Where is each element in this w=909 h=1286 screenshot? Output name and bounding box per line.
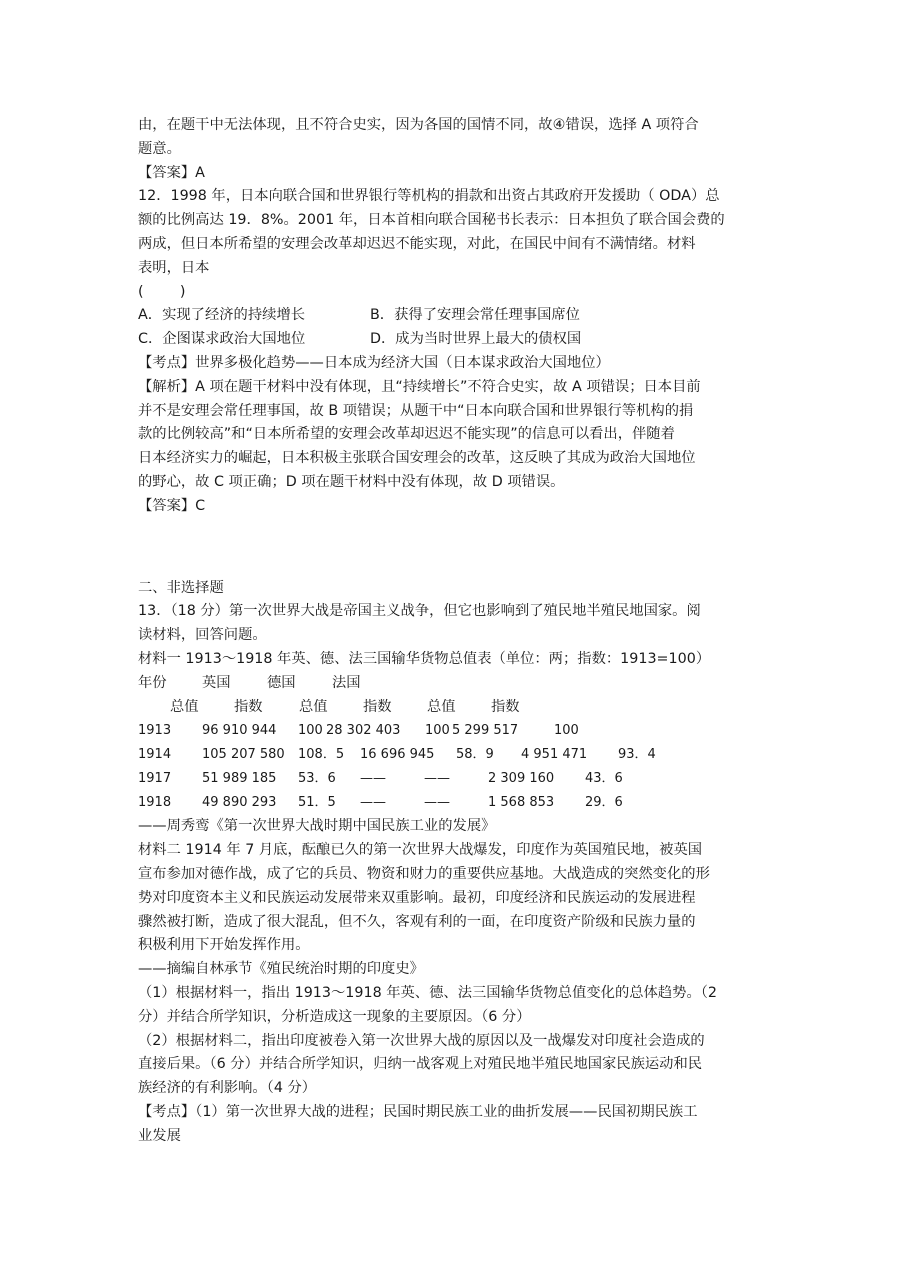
q12-jiexi-line-3: 款的比例较高”和“日本所希望的安理会改革却迟迟不能实现”的信息可以看出，伴随着 — [138, 426, 675, 443]
cell-year: 1918 — [138, 795, 172, 811]
sub-question-2-line-3: 族经济的有利影响。（4 分） — [138, 1080, 317, 1097]
sub-total: 总值 — [427, 698, 456, 715]
cell-uk-index: 108．5 — [298, 747, 345, 763]
q11-answer: 【答案】A — [138, 164, 205, 181]
table-row — [138, 791, 774, 815]
cell-fr-total: 5 299 517 — [452, 723, 519, 739]
cell-de-index: 58．9 — [456, 747, 494, 763]
cell-fr-total: 1 568 853 — [488, 795, 555, 811]
cell-uk-total: 49 890 293 — [202, 795, 277, 811]
q12-option-a: A．实现了经济的持续增长 — [138, 307, 306, 324]
cell-de-total: —— — [360, 771, 386, 787]
sub-question-1-line-1: （1）根据材料一，指出 1913～1918 年英、德、法三国输华货物总值变化的总体趋势。（2 — [138, 984, 717, 1001]
header-uk: 英国 — [202, 674, 231, 691]
sub-total: 总值 — [299, 698, 328, 715]
header-germany: 德国 — [267, 674, 296, 691]
cell-de-index: —— — [424, 771, 450, 787]
table-row — [138, 767, 774, 791]
q12-stem-line-1: 12．1998 年，日本向联合国和世界银行等机构的捐款和出资占其政府开发援助（ ODA）总 — [138, 188, 720, 205]
trade-table — [138, 672, 774, 816]
q12-options-ab — [138, 304, 774, 328]
cell-uk-index: 53．6 — [298, 771, 336, 787]
q12-bracket: ( ) — [138, 283, 186, 300]
cell-fr-index: 100 — [554, 723, 579, 739]
cell-de-index: 100 — [425, 723, 450, 739]
q12-option-d: D．成为当时世界上最大的债权国 — [370, 331, 582, 348]
q13-kaodian-line-1: 【考点】（1）第一次世界大战的进程；民国时期民族工业的曲折发展——民国初期民族工 — [138, 1103, 698, 1120]
cell-de-total: —— — [360, 795, 386, 811]
table-sub-row — [138, 696, 774, 720]
material-2-line-1: 材料二 1914 年 7 月底，酝酿已久的第一次世界大战爆发，印度作为英国殖民地，被英国 — [138, 842, 703, 859]
q12-jiexi-line-2: 并不是安理会常任理事国，故 B 项错误；从题干中“日本向联合国和世界银行等机构的捐 — [138, 402, 694, 419]
q12-option-c: C．企图谋求政治大国地位 — [138, 331, 306, 348]
cell-fr-index: 29．6 — [585, 795, 623, 811]
q13-stem-line-1: 13．（18 分）第一次世界大战是帝国主义战争，但它也影响到了殖民地半殖民地国家。阅 — [138, 603, 701, 620]
q12-kaodian: 【考点】世界多极化趋势——日本成为经济大国（日本谋求政治大国地位） — [138, 354, 610, 371]
q12-jiexi-line-5: 的野心，故 C 项正确；D 项在题干材料中没有体现，故 D 项错误。 — [138, 473, 565, 490]
cell-fr-total: 2 309 160 — [488, 771, 555, 787]
cell-de-total: 16 696 945 — [360, 747, 435, 763]
sub-question-2-line-1: （2）根据材料二，指出印度被卷入第一次世界大战的原因以及一战爆发对印度社会造成的 — [138, 1032, 705, 1049]
cell-fr-index: 43．6 — [585, 771, 623, 787]
sub-index: 指数 — [491, 698, 520, 715]
q13-kaodian-line-2: 业发展 — [138, 1127, 181, 1144]
material-2-line-3: 势对印度资本主义和民族运动发展带来双重影响。最初，印度经济和民族运动的发展进程 — [138, 889, 696, 906]
cell-uk-index: 100 — [298, 723, 323, 739]
sub-question-2-line-2: 直接后果。（6 分）并结合所学知识，归纳一战客观上对殖民地半殖民地国家民族运动和民 — [138, 1056, 703, 1073]
cell-fr-index: 93．4 — [618, 747, 656, 763]
table-row — [138, 719, 774, 743]
q12-stem-line-4: 表明，日本 — [138, 259, 210, 276]
spacer — [138, 519, 774, 577]
q12-jiexi-line-1: 【解析】A 项在题干材料中没有体现，且“持续增长”不符合史实，故 A 项错误；日本目前 — [138, 378, 701, 395]
q12-jiexi-line-4: 日本经济实力的崛起，日本积极主张联合国安理会的改革，这反映了其成为政治大国地位 — [138, 450, 696, 467]
cell-de-total: 28 302 403 — [326, 723, 401, 739]
sub-question-1-line-2: 分）并结合所学知识，分析造成这一现象的主要原因。（6 分） — [138, 1008, 531, 1025]
q13-stem-line-2: 读材料，回答问题。 — [138, 627, 267, 644]
cell-fr-total: 4 951 471 — [521, 747, 588, 763]
material-2-line-4: 骤然被打断，造成了很大混乱，但不久，客观有利的一面，在印度资产阶级和民族力量的 — [138, 913, 696, 930]
q11-tail-line-2: 题意。 — [138, 140, 181, 157]
cell-uk-index: 51．5 — [298, 795, 336, 811]
q12-answer: 【答案】C — [138, 497, 206, 514]
cell-de-index: —— — [424, 795, 450, 811]
cell-year: 1913 — [138, 723, 172, 739]
table-row — [138, 743, 774, 767]
cell-uk-total: 105 207 580 — [202, 747, 285, 763]
cell-uk-total: 51 989 185 — [202, 771, 277, 787]
cell-uk-total: 96 910 944 — [202, 723, 277, 739]
table-country-row — [138, 672, 774, 696]
header-france: 法国 — [332, 674, 361, 691]
material-2-line-5: 积极利用下开始发挥作用。 — [138, 937, 310, 954]
document-page — [138, 114, 774, 1148]
sub-index: 指数 — [234, 698, 263, 715]
section-heading: 二、非选择题 — [138, 579, 224, 596]
header-year: 年份 — [138, 674, 167, 691]
q12-options-cd — [138, 328, 774, 352]
material-2-source: ——摘编自林承节《殖民统治时期的印度史》 — [138, 961, 424, 978]
material-1-source: ——周秀鸾《第一次世界大战时期中国民族工业的发展》 — [138, 818, 496, 835]
cell-year: 1914 — [138, 747, 172, 763]
q11-tail-line-1: 由，在题干中无法体现，且不符合史实，因为各国的国情不同，故④错误，选择 A 项符合 — [138, 117, 699, 133]
q12-stem-line-3: 两成，但日本所希望的安理会改革却迟迟不能实现，对此，在国民中间有不满情绪。材料 — [138, 235, 696, 252]
material-1-title: 材料一 1913～1918 年英、德、法三国输华货物总值表（单位：两；指数：1913=100） — [138, 650, 711, 667]
material-2-line-2: 宣布参加对德作战，成了它的兵员、物资和财力的重要供应基地。大战造成的突然变化的形 — [138, 865, 710, 882]
sub-index: 指数 — [363, 698, 392, 715]
cell-year: 1917 — [138, 771, 172, 787]
q12-option-b: B．获得了安理会常任理事国席位 — [370, 307, 580, 324]
sub-total: 总值 — [170, 698, 199, 715]
q12-stem-line-2: 额的比例高达 19．8%。2001 年，日本首相向联合国秘书长表示：日本担负了联合国会费的 — [138, 212, 725, 229]
